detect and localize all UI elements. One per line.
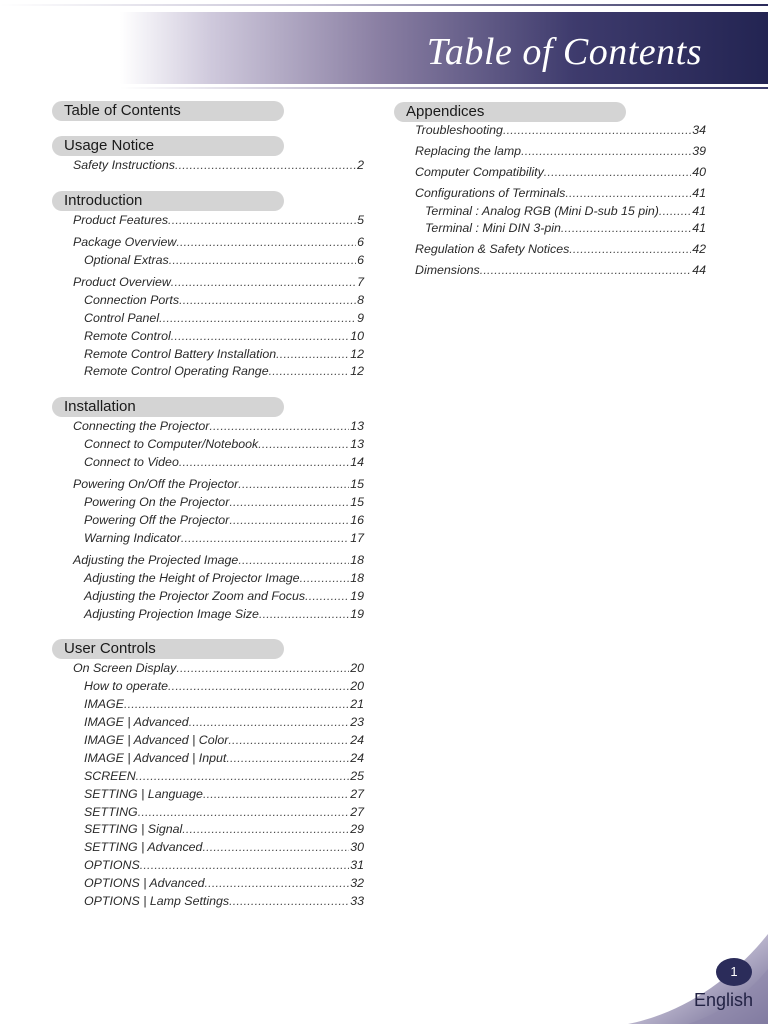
toc-entry-page: 5 xyxy=(357,212,364,227)
toc-entry-label: Troubleshooting xyxy=(415,123,503,137)
toc-entry-page: 23 xyxy=(350,715,364,730)
toc-entry-label: SCREEN xyxy=(84,768,136,783)
toc-entry-page: 29 xyxy=(350,822,364,837)
toc-entry-page: 42 xyxy=(692,242,706,257)
toc-entry[interactable] xyxy=(52,876,364,894)
dot-leader xyxy=(276,347,349,361)
toc-entry-label: OPTIONS xyxy=(84,858,140,873)
toc-entry-label: Powering On the Projector xyxy=(84,495,230,510)
toc-entry-page: 24 xyxy=(350,733,364,748)
toc-entry-label: Dimensions xyxy=(415,263,480,278)
toc-entry-label: Control Panel xyxy=(84,310,160,325)
toc-entry-page: 34 xyxy=(692,123,706,137)
dot-leader xyxy=(480,263,691,277)
dot-leader xyxy=(561,221,691,235)
toc-entry-label: Powering Off the Projector xyxy=(84,512,230,527)
dot-leader xyxy=(238,553,349,567)
toc-entry-label: Product Overview xyxy=(73,274,171,289)
toc-entry-label: IMAGE xyxy=(84,697,124,712)
dot-leader xyxy=(136,769,350,783)
toc-entry[interactable] xyxy=(52,158,364,176)
toc-entry[interactable] xyxy=(52,253,364,271)
dot-leader xyxy=(171,275,356,289)
toc-entry-page: 32 xyxy=(350,876,364,891)
dot-leader xyxy=(176,235,356,249)
toc-entry-page: 31 xyxy=(350,858,364,873)
page-title: Table of Contents xyxy=(426,31,702,73)
toc-entry-label: Regulation & Safety Notices xyxy=(415,242,570,257)
toc-entry[interactable] xyxy=(52,679,364,697)
dot-leader xyxy=(203,787,349,801)
toc-entry-label: SETTING | Language xyxy=(84,786,203,801)
section-heading: Installation xyxy=(52,397,284,417)
dot-leader xyxy=(258,437,349,451)
dot-leader xyxy=(182,822,349,836)
toc-entry[interactable] xyxy=(52,531,364,549)
toc-entry[interactable] xyxy=(52,477,364,495)
toc-entry-page: 15 xyxy=(350,477,364,492)
dot-leader xyxy=(202,840,349,854)
dot-leader xyxy=(659,204,691,218)
toc-entry-label: Warning Indicator xyxy=(84,530,181,545)
toc-entry-label: Remote Control Battery Installation xyxy=(84,346,277,361)
toc-entry[interactable] xyxy=(52,661,364,679)
toc-entry-page: 12 xyxy=(350,364,364,379)
dot-leader xyxy=(124,697,349,711)
toc-entry[interactable] xyxy=(52,840,364,858)
toc-entry[interactable] xyxy=(52,858,364,876)
toc-entry-label: On Screen Display xyxy=(73,661,177,676)
dot-leader xyxy=(140,858,349,872)
dot-leader xyxy=(569,242,691,256)
toc-entry[interactable] xyxy=(52,293,364,311)
toc-entry[interactable] xyxy=(52,589,364,607)
toc-entry-label: IMAGE | Advanced xyxy=(84,715,189,730)
toc-entry[interactable] xyxy=(394,221,706,239)
toc-entry-page: 2 xyxy=(357,158,364,172)
toc-entry[interactable] xyxy=(52,347,364,365)
toc-entry-label: Configurations of Terminals xyxy=(415,185,566,200)
page-number-badge: 1 xyxy=(716,958,752,986)
language-label: English xyxy=(694,990,754,1010)
toc-entry[interactable] xyxy=(52,571,364,589)
toc-right-column xyxy=(394,102,706,281)
toc-entry-label: Terminal : Analog RGB (Mini D-sub 15 pin) xyxy=(425,203,659,218)
toc-entry[interactable] xyxy=(52,822,364,840)
dot-leader xyxy=(169,253,356,267)
toc-entry[interactable] xyxy=(52,495,364,513)
toc-left-column xyxy=(52,101,364,912)
dot-leader xyxy=(181,531,349,545)
dot-leader xyxy=(503,123,691,137)
toc-entry-label: Connect to Video xyxy=(84,455,179,470)
toc-entry[interactable] xyxy=(52,513,364,531)
dot-leader xyxy=(226,751,349,765)
toc-entry-page: 15 xyxy=(350,495,364,510)
dot-leader xyxy=(176,661,349,675)
toc-entry-page: 12 xyxy=(350,346,364,361)
toc-entry-label: SETTING | Signal xyxy=(84,822,183,837)
toc-entry-label: Remote Control Operating Range xyxy=(84,364,269,379)
toc-entry-label: Replacing the lamp xyxy=(415,143,522,158)
toc-entry[interactable] xyxy=(52,235,364,253)
toc-entry-label: Adjusting the Height of Projector Image xyxy=(84,570,300,585)
toc-entry-label: IMAGE | Advanced | Input xyxy=(84,750,227,765)
toc-entry-page: 18 xyxy=(350,552,364,567)
dot-leader xyxy=(238,477,349,491)
section-heading: Appendices xyxy=(394,102,626,122)
toc-entry-label: Adjusting the Projected Image xyxy=(73,552,239,567)
toc-entry[interactable] xyxy=(52,437,364,455)
toc-entry-page: 19 xyxy=(350,606,364,621)
dot-leader xyxy=(228,733,349,747)
dot-leader xyxy=(521,144,691,158)
toc-entry[interactable] xyxy=(52,329,364,347)
toc-entry-page: 39 xyxy=(692,143,706,158)
dot-leader xyxy=(544,165,691,179)
dot-leader xyxy=(269,364,350,378)
toc-entry-label: How to operate xyxy=(84,679,169,694)
toc-entry[interactable] xyxy=(52,697,364,715)
toc-entry-page: 13 xyxy=(350,419,364,434)
dot-leader xyxy=(229,495,349,509)
toc-entry[interactable] xyxy=(52,805,364,823)
toc-entry-label: Safety Instructions xyxy=(73,158,175,172)
section-heading: Table of Contents xyxy=(52,101,284,121)
toc-entry[interactable] xyxy=(52,607,364,625)
toc-entry[interactable] xyxy=(52,787,364,805)
toc-entry-page: 40 xyxy=(692,164,706,179)
toc-entry-page: 27 xyxy=(350,804,364,819)
toc-entry-page: 25 xyxy=(350,768,364,783)
top-rule xyxy=(0,4,768,6)
toc-entry[interactable] xyxy=(52,275,364,293)
section-heading: Introduction xyxy=(52,191,284,211)
toc-entry[interactable] xyxy=(394,123,706,141)
toc-entry-page: 20 xyxy=(350,679,364,694)
toc-entry-page: 21 xyxy=(350,697,364,712)
toc-entry-label: Computer Compatibility xyxy=(415,164,544,179)
dot-leader xyxy=(171,329,349,343)
banner-rule xyxy=(120,87,768,89)
toc-entry[interactable] xyxy=(52,769,364,787)
toc-entry-page: 20 xyxy=(350,661,364,676)
toc-entry-page: 9 xyxy=(357,310,364,325)
toc-entry[interactable] xyxy=(52,311,364,329)
toc-entry[interactable] xyxy=(394,242,706,260)
toc-entry-page: 17 xyxy=(350,530,364,545)
toc-entry[interactable] xyxy=(394,165,706,183)
toc-entry-page: 8 xyxy=(357,292,364,307)
toc-entry[interactable] xyxy=(394,144,706,162)
dot-leader xyxy=(168,679,349,693)
toc-entry-label: Optional Extras xyxy=(84,252,169,267)
dot-leader xyxy=(159,311,356,325)
dot-leader xyxy=(209,419,349,433)
dot-leader xyxy=(179,455,349,469)
toc-entry[interactable] xyxy=(52,751,364,769)
toc-entry-page: 7 xyxy=(357,274,364,289)
section-heading: User Controls xyxy=(52,639,284,659)
toc-entry-label: Connect to Computer/Notebook xyxy=(84,437,259,452)
section-heading: Usage Notice xyxy=(52,136,284,156)
toc-entry-page: 33 xyxy=(350,894,364,909)
toc-entry-label: Product Features xyxy=(73,212,169,227)
dot-leader xyxy=(300,571,350,585)
dot-leader xyxy=(229,894,349,908)
toc-entry-page: 6 xyxy=(357,234,364,249)
toc-entry-page: 24 xyxy=(350,750,364,765)
toc-entry-page: 41 xyxy=(692,185,706,200)
toc-entry-page: 18 xyxy=(350,570,364,585)
toc-entry[interactable] xyxy=(52,213,364,231)
toc-entry-label: Remote Control xyxy=(84,328,171,343)
toc-entry-page: 13 xyxy=(350,437,364,452)
toc-entry-label: Connecting the Projector xyxy=(73,419,210,434)
toc-entry-page: 16 xyxy=(350,512,364,527)
toc-entry-label: SETTING xyxy=(84,804,138,819)
dot-leader xyxy=(138,805,350,819)
toc-entry-label: Adjusting the Projector Zoom and Focus xyxy=(84,588,306,603)
toc-entry-page: 44 xyxy=(692,263,706,278)
toc-entry[interactable] xyxy=(52,894,364,912)
toc-entry[interactable] xyxy=(394,204,706,222)
toc-entry-page: 14 xyxy=(350,455,364,470)
toc-entry-page: 41 xyxy=(692,203,706,218)
toc-entry[interactable] xyxy=(52,553,364,571)
toc-entry-page: 41 xyxy=(692,221,706,236)
toc-entry[interactable] xyxy=(394,263,706,281)
toc-entry[interactable] xyxy=(52,419,364,437)
toc-entry[interactable] xyxy=(52,733,364,751)
toc-entry-label: SETTING | Advanced xyxy=(84,840,203,855)
toc-entry[interactable] xyxy=(52,715,364,733)
toc-entry-label: IMAGE | Advanced | Color xyxy=(84,733,229,748)
toc-entry-label: Adjusting Projection Image Size xyxy=(84,606,259,621)
toc-entry-page: 10 xyxy=(350,328,364,343)
toc-entry-page: 27 xyxy=(350,786,364,801)
toc-entry-page: 19 xyxy=(350,588,364,603)
toc-entry-label: Package Overview xyxy=(73,234,177,249)
dot-leader xyxy=(189,715,350,729)
toc-entry-page: 30 xyxy=(350,840,364,855)
dot-leader xyxy=(305,589,349,603)
dot-leader xyxy=(168,213,356,227)
dot-leader xyxy=(175,158,356,172)
dot-leader xyxy=(259,607,349,621)
dot-leader xyxy=(565,186,691,200)
toc-entry-label: Connection Ports xyxy=(84,292,180,307)
dot-leader xyxy=(179,293,356,307)
toc-entry-page: 6 xyxy=(357,252,364,267)
dot-leader xyxy=(229,513,349,527)
toc-entry[interactable] xyxy=(394,186,706,204)
toc-entry[interactable] xyxy=(52,364,364,382)
dot-leader xyxy=(205,876,350,890)
toc-entry-label: OPTIONS | Advanced xyxy=(84,876,205,891)
toc-entry-label: Terminal : Mini DIN 3-pin xyxy=(425,221,561,236)
toc-entry[interactable] xyxy=(52,455,364,473)
toc-entry-label: OPTIONS | Lamp Settings xyxy=(84,894,230,909)
toc-entry-label: Powering On/Off the Projector xyxy=(73,477,239,492)
